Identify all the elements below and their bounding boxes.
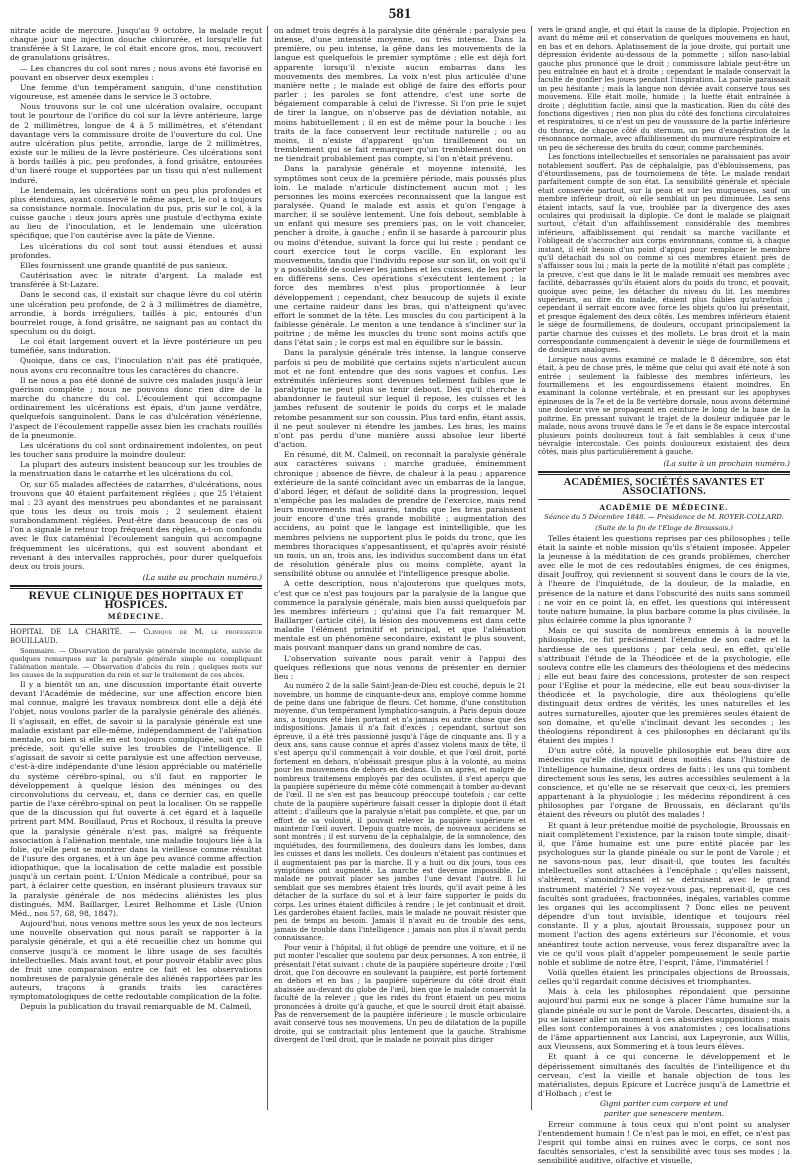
- paragraph: Les ulcérations du col sont ordinairement indolentes, on peut les toucher sans produire la moindre douleur.: [10, 441, 262, 459]
- continued-note: (La suite au prochain numéro.): [10, 573, 262, 582]
- section-subtitle: MÉDECINE.: [10, 612, 262, 621]
- paragraph: A cette description, nous n'ajouterons que quelques mots, c'est que ce n'est pas toujours par la paralysie de la langue que commence la paralysie générale, mais bien aussi quelquefois par les membres inférieurs ; qu'ainsi que l'a fait remarquer M. Baillarger (article cité), la lésion des mouvemens est dans cette maladie l'élément primitif et principal, et que l'aliénation mentale est un phénomène secondaire, existant le plus souvent, mais pouvant manquer dans un grand nombre de cas.: [274, 579, 526, 652]
- paragraph: Telles étaient les questions reprises par ces philosophes ; telle était la sainte et noble mission qu'ils s'étaient imposée. Appeler la jeunesse à la méditation de ces grands problèmes, chercher avec elle le mot de ces redoutables énigmes, de ces énigmes, disait Jouffroy, qui reviennent si souvent dans le cours de la vie, à l'heure de l'inquiétude, de la douleur, de la maladie, en présence de la nature et dans l'obscurité des nuits sans sommeil : ne voir en ce point là, en effet, les questions qui intéressent toute nature humaine, la plus barbare comme la plus civilisée, la plus éclairée comme la plus ignorante ?: [538, 534, 790, 626]
- continuation-line: (Suite de la fin de l'Eloge de Broussais.): [538, 524, 790, 533]
- paragraph: Et quant à ce qui concerne le développement et le dépérissement simultanés des facultés de l'intelligence et du cerveau, c'est la vieille et banale objection de tous les matérialistes, depuis Epicure et Lucrèce jusqu'à de Lamettrie et d'Holbach ; c'est le: [538, 1052, 790, 1098]
- paragraph: Erreur commune à tous ceux qui n'ont point su analyser l'entendement humain ! Ce n'est pas le moi, en effet, ce n'est pas l'esprit qui tombe ainsi en ruines avec le corps, ce sont nos facultés sensoriales, c'est la sensibilité avec tous ses modes ; la sensibilité auditive, olfactive et visuelle,: [538, 1120, 790, 1165]
- paragraph: Dans le second cas, il existait sur chaque lèvre du col utérin une ulcération peu profonde, de 2 à 3 millimètres de diamètre, arrondie, à bords irréguliers, taillés à pic, entourés d'un bourrelet rouge, à fond grisâtre, ne saignant pas au contact du speculum ou du doigt.: [10, 290, 262, 336]
- paragraph: Elles fournissent une grande quantité de pus sanieux.: [10, 261, 262, 270]
- paragraph: Aujourd'hui, nous venons mettre sous les yeux de nos lecteurs une nouvelle observation qui nous paraît se rapporter à la paralysie générale, et qui a été recueillie chez un homme qui conserve jusqu'à ce moment le libre usage de ses facultés intellectuelles. Mais avant tout, et pour pouvoir établir avec plus de fruit une comparaison entre ce fait et les observations nombreuses de paralysie générale des aliénés rapportées par les auteurs, traçons à grands traits les caractères symptomatologiques de cette redoutable complication de la folie.: [10, 919, 262, 1001]
- section-title: ACADÉMIES, SOCIÉTÉS SAVANTES ET ASSOCIATIONS.: [538, 478, 790, 496]
- paragraph: Au numéro 2 de la salle Saint-Jean-de-Dieu est couché, depuis le 21 novembre, un homme de cinquante-deux ans, employé comme homme de peine dans une fabrique de fleurs. Cet homme, d'une constitution moyenne, d'un tempérament lymphatico-sanguin, à Paris depuis douze ans, a toujours été bien portant et n'a jamais eu autre chose que des indispositions. Jamais il n'a fait d'excès ; cependant, surtout son épreuve, il a été très passionné jusqu'à l'âge de cinquante ans. Il y a deux ans, sans cause connue et après d'assez violens maux de tête, il s'est aperçu qu'il commençait à voir double, et que l'œil droit, porté fortement en dehors, n'obéissait presque plus à la volonté, au moins pour les mouvemens de dehors en dedans. Un an après, et malgré de nombreux traitemens employés par des oculistes, il s'est aperçu que la paupière supérieure du même côté commençait à tomber au-devant de l'œil. Il ne s'en est pas beaucoup préoccupé toutefois ; car cette chute de la paupière supérieure faisait cesser la diplopie dont il était atteint ; d'ailleurs que la paralysie n'était pas complète, et que, par un effort de sa volonté, il pouvait relever la paupière supérieure et maintenir l'œil ouvert. Depuis quatre mois, de nouveaux accidens se sont montrés ; il est survenu de la céphalalgie, de la somnolence, des inquiétudes, des fourmillemens, des douleurs dans les lombes, dans les cuisses et dans les mollets. Ces douleurs n'étaient pas continues et il augmentaient pas par la marche. Il y a huit ou dix jours, tous ces symptômes ont augmenté. La marche est devenue impossible. Le malade ne pouvait placer ses jambes l'une devant l'autre. Il lui semblait que ses membres étaient très lourds, qu'il avait peine à les détacher de la surface du sol et à leur faire supporter le poids du corps. Les urines étaient difficiles à rendre ; le jet continuait et droit. Les garderobes étaient faciles, mais le malade ne pouvait résister que peu de temps au besoin. Jamais il n'avait eu de trouble des sens, jamais de trouble dans l'intelligence ; jamais non plus il n'avait perdu connaissance.: [274, 682, 526, 943]
- column-divider: [531, 26, 532, 1110]
- paragraph: D'un autre côté, la nouvelle philosophie eut beau dire aux médecins qu'elle distinguait deux moitiés dans l'histoire de l'intelligence humaine, deux ordres de faits : les uns qui tombent directement sous les sens, les autres accessibles seulement à la conscience, et qu'elle ne se réservait que ceux-ci, les premiers appartenant à la physiologie ; les médecins répondirent à ces philosophes par l'organe de Broussais, en déclarant qu'ils étaient des rêveurs ou plutôt des malades !: [538, 746, 790, 819]
- paragraph: Le lendemain, les ulcérations sont un peu plus profondes et plus étendues, ayant conservé le même aspect, le col a toujours sa consistance normale. Inoculation du pus, pris sur le col, à la cuisse gauche : deux jours après une pustule d'ecthyma existe au lieu de l'inoculation, et le lendemain une ulcération spécifique, que l'on cautérise avec la pâte de Vienne.: [10, 186, 262, 241]
- paragraph: Nous trouvons sur le col une ulcération ovalaire, occupant tout le pourtour de l'orifice du col sur la lèvre antérieure, large de 2 millimètres, longue de 4 à 5 millimètres, et s'étendant davantage vers la commissure droite de l'ouverture du col. Une autre ulcération plus petite, arrondie, large de 2 millimètres, existe sur le milieu de la lèvre postérieure. Ces ulcérations sont à bords taillés à pic, peu profondes, à fond grisâtre, entourées d'un liseré rouge et supportées par un tissu qui n'est nullement induré.: [10, 102, 262, 184]
- section-rule: [10, 585, 262, 589]
- newspaper-page: [8, 4, 792, 1114]
- paragraph: Mais ce qui suscita de nombreux ennemis à la nouvelle philosophie, ce fut précisément l'étendue de son cadre et la hardiesse de ses questions ; par cela seul, en effet, qu'elle s'attribuait l'étude de la Théodicée et de la psychologie, elle souleva contre elle les clameurs des théologiens et des médecins ; elle eut beau faire des concessions, protester de son respect pour l'Eglise et pour la médecine, elle eut beau sous-diviser la théodicée et la psychologie, dire aux théologiens qu'elle distinguait deux ordres de vérités, les unes naturelles et les autres surnaturelles, ajouter que les premières seules étaient de son domaine, et qu'elle s'inclinait devant les secondes ; les théologiens répondirent à ces philosophes en déclarant qu'ils étaient des impies !: [538, 626, 790, 745]
- session-line: Séance du 5 Décembre 1848. — Présidence de M. ROYER-COLLARD.: [538, 513, 790, 522]
- paragraph: Dans la paralysie générale et moyenne intensité, les symptômes sont ceux de la première période, mais poussés plus loin. Le malade n'articule distinctement aucun mot ; les personnes les moins exercées reconnaissent que la langue est paralysée. Quand le malade est assis et qu'on l'engage à marcher, il se soulève lentement. Une fois debout, semblable à un enfant qui mesure ses premiers pas, on le voit chanceler, pencher à droite, à gauche ; enfin il se hasarde à parcourir plus ou moins d'étendue, suivant la force qui lui reste ; pendant ce court exercice tout le corps vacille. En explorant les mouvements, tandis que l'individu repose sur son lit, on voit qu'il y a possibilité de soulever les jambes et les cuisses, de les porter en différens sens. Ces opérations s'exécutent lentement ; la force des membres n'est plus proportionnée à leur développement ; cependant, chez beaucoup de sujets il existe une certaine raideur dans les bras, qui n'atteignent qu'avec effort le sommet de la tête. Les muscles du cou participent à la faiblesse générale. Le menton a une tendance à s'incliner sur la poitrine ; de même les muscles du tronc sont moins actifs que dans l'état sain ; le corps est mal en équilibre sur le bassin.: [274, 164, 526, 347]
- paragraph: Les fonctions intellectuelles et sensoriales ne paraissaient pas avoir notablement souffert. Pas de céphalalgie, pas d'éblouissemens, pas d'étourdissemens, pas de tournoiemens de tête. Le malade rendait parfaitement compte de son état. La sensibilité générale et spéciale était conservée partout, sur la peau et sur les muqueuses, sauf un membre inférieur droit, où elle semblait un peu diminuée. Les sens étaient intacts, sauf la vue, troublée par la divergence des axes oculaires qui produisait la diplopie. Ce dont le malade se plaignait surtout, c'était d'un affaiblissement considérable des membres inférieurs, affaiblissement qui rendait sa marche vacillante et l'obligeait de s'accrocher aux corps environnans, comme si, à chaque instant, il eût besoin d'un point d'appui pour remplacer le membre qu'il détachait du sol ou comme si ces membres étaient près de s'affaisser sous lui ; mais la perte de la motilité n'était pas complète ; la preuve, c'est que dans le lit le malade remuait ses membres avec facilité, débarrassés qu'ils étaient alors du poids du tronc, et pouvait, quoique avec peine, les détacher du niveau du lit. Les membres supérieurs, au dire du malade, étaient plus faibles qu'autrefois ; cependant il serrait encore avec force les objets qu'on lui présentait, et presque également des deux côtés. Les membres inférieurs étaient le siège de fourmillemens, de douleurs, occupant principalement la partie charnue des cuisses et des mollets. Le bras droit et la main correspondante commençaient à devenir le siège de fourmillemens et de douleurs analogues.: [538, 153, 790, 355]
- paragraph: Quoique, dans ce cas, l'inoculation n'ait pas été pratiquée, nous avons cru reconnaître tous les caractères du chancre.: [10, 356, 262, 374]
- column-2: [274, 26, 526, 1112]
- paragraph: L'observation suivante nous paraît venir à l'appui des quelques réflexions que nous venons de présenter en dernier lieu :: [274, 654, 526, 681]
- paragraph: Et quant à leur prétendue moitié de psychologie, Broussais en niait complètement l'existence, par la raison toute simple, disait-il, que l'âme humaine est une pure entité placée par les psychologues sur la glande pinéale ou sur le pont de Varole ; et ne savons-nous pas, leur disait-il, que toutes les facultés intellectuelles sont attachées à l'encéphale ; qu'elles naissent, s'altèrent, s'amoindrissent et se détruisent avec le grand instrument matériel ? Ne voyez-vous pas, reprenait-il, que ces facultés sont graduées, fractionnées, inégales, variables comme les organes qui les accomplissent ? Donc elles ne peuvent dépendre d'un tout invisible, identique et toujours réel constante. Il y a plus, ajoutait Broussais, supposez pour un moment l'action des agens extérieurs sur l'économie, et vous anéantirez toute action nerveuse, vous ferez disparaître avec la vie ce qu'il vous plaît d'appeler pompeusement le seule partie noble et sublime de notre être, l'esprit, l'âme, l'immatériel !: [538, 821, 790, 968]
- continued-note: (La suite à un prochain numéro.): [538, 459, 790, 468]
- section-rule: [538, 471, 790, 475]
- page-number: 581: [8, 6, 792, 23]
- paragraph: Pour venir à l'hôpital, il fut obligé de prendre une voiture, et il ne put monter l'escalier que soutenu par deux personnes. A son entrée, il présentait l'état suivant : chute de la paupière supérieure droite ; l'œil droit, que l'on découvre en soulevant la paupière, est porté fortement en dehors et en bas ; la paupière supérieure du côté droit était abaissée au-devant du globe de l'œil, bien que le malade conservât la faculté de la relever ; que les rides du front étaient un peu moins prononcées à droite qu'à gauche, et que le sourcil droit était abaissé. Pas de renversement de la paupière inférieure ; le muscle orbiculaire avait conservé tous ses mouvemens. Un peu de dilatation de la pupille droite, qui se contractait plus lentement que la gauche. Strabisme divergent de l'œil droit, que le malade ne pouvait plus diriger: [274, 944, 526, 1045]
- paragraph: Mais à cela les philosophes répondaient que personne aujourd'hui parmi eux ne songe à placer l'âme humaine sur la glande pinéale ou sur le pont de Varole. Descartes, disaient-ils, a pu se laisser aller un moment à ces absurdes suppositions ; mais elles sont contemporaines à vos anatomistes ; ces localisations de l'âme appartiennent aux Lancisi, aux Lapeyronie, aux Willis, aux Vieussens, aux Sommering et à tous leurs élèves.: [538, 987, 790, 1051]
- column-divider: [267, 26, 268, 1110]
- paragraph: on admet trois degrés à la paralysie dite générale : paralysie peu intense, d'une intensité moyenne, ou très intense. Dans la première, ou peu intense, la gêne dans les mouvements de la langue est quelquefois le premier symptôme ; elle est déjà fort apparente lorsqu'il n'existe aucun embarras dans les mouvements des membres. La voix n'est plus articulée d'une manière nette ; le malade est obligé de faire des efforts pour parler ; les paroles se font attendre, c'est une sorte de bégaiement comparable à celui de l'ivresse. Si l'on prie le sujet de tirer la langue, on n'observe pas de déviation notable, au moins habituellement ; il en est de même pour la bouche : les traits de la face conservent leur rectitude naturelle ; ou au moins, il n'existe d'apparent qu'un tiraillement ou un tremblement qui se fait remarquer qu'un tremblement dont on ne tiendrait probablement pas compte, si l'on n'était prévenu.: [274, 26, 526, 163]
- paragraph: Or, sur 65 malades affectées de catarrhes, d'ulcérations, nous trouvons que 40 étaient parfaitement réglées ; que 25 l'étaient mal : 23 ayant des menstrues peu abondantes et ne paraissant que tous les deux ou trois mois ; 2 seulement étaient surabondamment réglées. Peut-être dans beaucoup de cas où l'on a signalé le retour trop fréquent des règles, a-t-on confondu avec le flux cataménial l'écoulement sanguin qui accompagne fréquemment les ulcérations, qui est souvent abondant et revenant à des intervalles rapprochés, pour durer quelquefois deux ou trois jours.: [10, 480, 262, 572]
- paragraph: Il ne nous a pas été donné de suivre ces malades jusqu'à leur guérison complète ; nous ne pouvons donc rien dire de la marche du chancre du col. L'écoulement qui accompagne ordinairement les ulcérations est épais, d'un jaune verdâtre, quelquefois sanguinolent. Dans le cas d'ulcération vénérienne, l'aspect de l'écoulement rappelle assez bien les crachats rouillés de la pneumonie.: [10, 376, 262, 440]
- paragraph: nitrate acide de mercure. Jusqu'au 9 octobre, la malade reçut chaque jour une injection douche chlorurée, et lorsqu'elle fut transférée à St Lazare, le col était encore gros, mou, recouvert de granulations grisâtres.: [10, 26, 262, 63]
- paragraph: La plupart des auteurs insistent beaucoup sur les troubles de la menstruation dans le catarrhe et les ulcérations du col.: [10, 460, 262, 478]
- latin-verse: Gigni pariter cum corpore et und: [538, 1099, 790, 1108]
- paragraph: Dans la paralysie générale très intense, la langue conserve parfois si peu de mobilité que certains sujets n'articulent aucun mot et ne font entendre que des sons vagues et confus. Les extrémités inférieures sont devenues tellement faibles que le paralytique ne peut plus se tenir debout. Dès qu'il cherche à abandonner le fauteuil sur lequel il repose, les cuisses et les jambes refusent de soutenir le poids du corps et le malade retombe pesamment sur son coussin. Plus tard enfin, étant assis, il ne peut soulever ni étendre les jambes. Les bras, les mains n'ont pas perdu d'une manière aussi absolue leur liberté d'action.: [274, 348, 526, 449]
- summary: Sommaire. — Observation de paralysie générale incomplète, suivie de quelques remarques sur la paralysie générale simple ou compliquant l'aliénation mentale. — Observation d'abcès du rein ; quelques mots sur les causes de la suppuration du rein et sur le traitement de ces abcès.: [10, 647, 262, 679]
- paragraph: Une femme d'un tempérament sanguin, d'une constitution vigoureuse, est amenée dans le service le 3 octobre.: [10, 83, 262, 101]
- paragraph: vers le grand angle, et qui était la cause de la diplopie. Projection en avant du même œil et conservation de quelques mouvemens en haut, en bas et en dehors. Aplatissement de la joue droite, qui portait une dépression évidente au-dessous de la pommette ; sillon naso-labial gauche plus prononcé que le droit ; commissure labiale peut-être un peu entraînée en haut et à droite ; cependant le malade conservait la faculté de gonfler les joues pendant l'inspiration. La parole paraissait un peu hésitante ; mais la langue non déviée avait conservé tous ses mouvemens. Elle était molle, humide ; la luette était entraînée à droite ; déglutition facile, ainsi que la mastication. Rien du côté des fonctions digestives ; rien non plus du côté des fonctions circulatoires et respiratoires, si ce n'est un peu de vousssure de la partie inférieure du thorax, de chaque côté du sternum, un peu d'exagération de la résonnance normale, avec affaiblissement du murmure respiratoire et un peu de sécheresse des bruits du cœur, comme parcheminés.: [538, 26, 790, 152]
- hospital-heading: HOPITAL DE LA CHARITÉ. — Clinique de M. le professeur BOUILLAUD.: [10, 628, 262, 646]
- section-title: REVUE CLINIQUE DES HOPITAUX ET HOSPICES.: [10, 592, 262, 610]
- paragraph: — Les chancres du col sont rares ; nous avons été favorisé en pouvant en observer deux exemples :: [10, 64, 262, 82]
- section-subtitle: ACADÉMIE DE MÉDECINE.: [538, 503, 790, 512]
- column-3: [538, 26, 790, 1112]
- short-rule: [10, 624, 262, 625]
- paragraph: Le col était largement ouvert et la lèvre postérieure un peu tuméfiée, sans induration.: [10, 337, 262, 355]
- paragraph: Cautérisation avec le nitrate d'argent. La malade est transférée à St-Lazare.: [10, 271, 262, 289]
- paragraph: Les ulcérations du col sont tout aussi étendues et aussi profondes.: [10, 242, 262, 260]
- latin-verse: pariter que senescere mentem.: [538, 1109, 790, 1118]
- paragraph: Lorsque nous avons examiné ce malade le 8 décembre, son état était, à peu de chose près, le même que celui qui avait été noté à son entrée ; seulement la faiblesse des membres inférieurs, les fourmillemens et les engourdissemens étaient moindres. En examinant la colonne vertébrale, et en pressant sur les apophyses épineuses de la 7e et de la 8e vertèbre dorsale, nous avons déterminé une douleur vive se propageant en ceinture le long de la base de la poitrine. En pressant suivant le trajet de la douleur indiquée par le malade, nous avons trouvé dans le 7e et dans le 8e espace intercostal plusieurs points douloureux tout à fait semblables à ceux d'une névralgie intercostale. Ces points douloureux existaient des deux côtés, mais plus particulièrement à gauche.: [538, 356, 790, 457]
- column-1: [10, 26, 262, 1112]
- paragraph: Il y a bientôt un an, une discussion importante était ouverte devant l'Académie de médecine, sur une affection encore bien mal connue, malgré les travaux nombreux dont elle a déjà été l'objet, nous voulons parler de la paralysie générale des aliénés. Il s'agissait, en effet, de savoir si la paralysie générale est une maladie existant par elle-même, indépendamment de l'aliénation mentale, ou bien si elle en est toujours compliquée, soit qu'elle précède, soit qu'elle suive les troubles de l'intelligence. Il s'agissait de savoir si cette paralysie est une affection nerveuse, c'est-à-dire indépendante d'une lésion appréciable ou matérielle du système cérébro-spinal, ou s'il faut en rapporter le développement à quelque lésion des méninges ou des circonvolutions du cerveau, et, dans ce dernier cas, en quelle partie de l'axe cérébro-spinal on peut la localiser. On se rappelle que de la discussion qui fut ouverte à cet égard et à laquelle prirent part MM. Bouillaud, Prus et Rochoux, il résulta la preuve que la paralysie générale n'est pas, malgré sa fréquente association à l'aliénation mentale, une maladie toujours liée à la folie, qu'elle peut se montrer dans la vieillesse comme résultat de l'usure des organes, et à un âge peu avancé comme affection idiopathique, que la localisation de cette maladie est possible jusqu'à un certain point. L'Union Médicale a contribué, pour sa part, à éclairer cette question, en insérant plusieurs travaux sur la paralysie générale de nos médecins aliénistes les plus distingués, MM. Baillarger, Leuret Belhomme et Lisle (Union Méd., nos 57, 68, 98, 1847).: [10, 680, 262, 918]
- paragraph: En résumé, dit M. Calmeil, on reconnaît la paralysie générale aux caractères suivans : marche graduée, éminemment chronique ; absence de fièvre, de chaleur à la peau ; apparence extérieure de la santé coïncidant avec un embarras de la langue, d'abord léger, et défaut de solidité dans la progression, lequel n'empêche pas les malades de prendre de l'exercice, mais rend leurs mouvements mal assurés, tandis que les bras paraissent jouir encore d'une très grande mobilité ; augmentation des accidens, au point que le langage est inintelligible, que les membres pelviens ne supportent plus le poids du tronc, que les membres thoraciques s'appesantissent, et qu'après avoir résisté un mois, un an, trois ans, les individus succombent dans un état de résolution générale plus ou moins complète, ayant la sensibilité obtuse ou annulée et l'intelligence presque abolie.: [274, 450, 526, 578]
- paragraph: Depuis la publication du travail remarquable de M. Calmeil,: [10, 1002, 262, 1011]
- short-rule: [538, 499, 790, 500]
- paragraph: Voilà quelles étaient les principales objections de Broussais, celles qu'il regardait comme décisives et triomphantes.: [538, 968, 790, 986]
